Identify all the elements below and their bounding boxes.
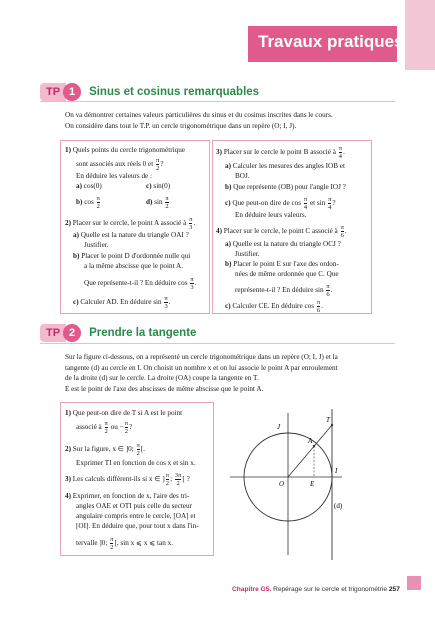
tp1-q3b: b) Que représente (OB) pour l'angle IOJ ?: [225, 183, 346, 191]
tp1-intro-line: On va démontrer certaines valeurs particulières du sinus et du cosinus inscrites dans le cours.: [65, 111, 333, 119]
q-text: Quels points du cercle trigonométrique: [72, 146, 185, 154]
tp1-q1a: a) cos(0): [76, 182, 102, 190]
tp1-intro: [65, 110, 405, 131]
tp1-q3c: c) Que peut-on dire de cos $\frac{\pi}{4}$ et sin $\frac{\pi}{4}$ ?: [225, 196, 336, 211]
tp1-rule: [40, 101, 395, 102]
tp2-badge-label: TP: [40, 324, 66, 342]
page-title: Travaux pratiques: [258, 32, 404, 51]
tp1-title: Sinus et cosinus remarquables: [89, 86, 260, 98]
label-j: J: [277, 423, 281, 431]
tp1-q4: 4) Placer sur le cercle, le point C associé à $\frac{\pi}{6}$ .: [216, 224, 347, 239]
tp2-rule: [40, 343, 395, 344]
footer-chapter: Chapitre G5.: [232, 586, 272, 593]
line-ot: [288, 425, 332, 477]
page-footer: [232, 586, 400, 593]
tp2-q4-line4: [OI]. En déduire que, pour tout x dans l'in-: [76, 522, 199, 530]
tp2-badge: [40, 323, 81, 343]
tp1-q3: 3) Placer sur le cercle le point B associé à $\frac{\pi}{4}$ .: [216, 145, 345, 160]
tp1-badge-label: TP: [40, 83, 66, 101]
label-a: A: [308, 437, 313, 445]
tp1-q1-line3: En déduire les valeurs de :: [76, 172, 153, 180]
footer-corner-tab: [407, 576, 421, 590]
tp1-q2: 2) Placer sur le cercle, le point A associé à $\frac{\pi}{3}$ .: [65, 216, 196, 231]
q-text: sont associés aux réels 0 et: [76, 160, 154, 169]
point-t: [331, 424, 333, 426]
footer-title: Repérage sur le cercle et trigonométrie: [273, 586, 388, 593]
tp2-badge-number: 2: [63, 324, 81, 342]
tp1-q1d: d) sin $\frac{\pi}{2}$: [146, 195, 169, 210]
tp1-q4b: b) Placer le point E sur l'axe des ordon-: [225, 260, 339, 268]
tp2-q4-line2: angles OAE et OTI puis celle du secteur: [76, 502, 192, 510]
q-number: 1): [65, 146, 71, 154]
tp2-q3: 3) Les calculs diffèrent-ils si x ∈ ] $\frac{\pi}{2}$ ; $\frac{3\pi}{2}$ [ ?: [65, 472, 190, 487]
tp2-q2-line2: Exprimer TI en fonction de cos x et sin x.: [76, 459, 196, 467]
label-i: I: [335, 467, 338, 475]
tp2-intro-line: E est le point de l'axe des abscisses de même abscisse que le point A.: [65, 384, 264, 393]
tp2-q1-line2: associé à $\frac{\pi}{2}$ ou − $\frac{\pi}{2}$ ?: [76, 420, 133, 435]
tp2-intro-line: Sur la figure ci-dessous, on a représenté un cercle trigonométrique dans un repère (O; I, J) et la: [65, 353, 338, 361]
tp1-q1: [65, 145, 185, 155]
page-corner-tab: [405, 0, 435, 70]
tp1-q2b-line3: Que représente-t-il ? En déduire cos $\frac{\pi}{3}$ .: [84, 276, 197, 291]
tp1-q3c-line2: En déduire leurs valeurs.: [235, 211, 307, 219]
label-e: E: [310, 480, 315, 488]
tp2-q4-line3: angulaire compris entre le cercle, [OA] et: [76, 512, 196, 520]
tp1-q1b: b) cos $\frac{\pi}{2}$: [76, 195, 100, 210]
page-number: 257: [388, 586, 400, 593]
tp1-q2b: b) Placer le point D d'ordonnée nulle qui: [73, 252, 191, 260]
tp2-q2: 2) Sur la figure, x ∈ ]0; $\frac{\pi}{2}$ [.: [65, 442, 146, 457]
label-t: T: [326, 416, 330, 424]
tp2-intro-line: de la droite (d) sur le cercle. La droite (OA) coupe la tangente en T.: [65, 374, 259, 382]
tp1-heading: [40, 82, 259, 102]
tp1-q4a-line2: Justifier.: [235, 250, 260, 258]
point-a: [313, 445, 315, 447]
tp2-intro: [65, 352, 405, 394]
tp2-intro-line: tangente (d) au cercle en I. On choisit un nombre x et on lui associe le point A par enroulement: [65, 363, 338, 372]
tp1-badge-number: 1: [63, 83, 81, 101]
tp2-q4: 4) Exprimer, en fonction de x, l'aire des tri-: [65, 492, 190, 500]
tp1-q2b-line2: a la même abscisse que le point A.: [84, 262, 183, 270]
tp2-title: Prendre la tangente: [89, 327, 197, 339]
tp2-q1: 1) Que peut-on dire de T si A est le point: [65, 409, 183, 417]
tp1-q4a: a) Quelle est la nature du triangle OCJ ?: [225, 240, 341, 248]
tp1-q2a: a) Quelle est la nature du triangle OAI ?: [73, 231, 189, 239]
tp1-q4b-line2: nées de même ordonnée que C. Que: [235, 270, 339, 278]
tp1-intro-line: On considère dans tout le T.P. un cercle trigonométrique dans un repère (O; I, J).: [65, 121, 297, 130]
label-o: O: [279, 480, 285, 488]
tp1-q4c: c) Calculer CE. En déduire cos $\frac{\pi}{6}$ .: [225, 299, 323, 314]
tp2-heading: [40, 323, 196, 343]
tp1-q3a-line2: BOJ.: [235, 172, 250, 180]
tp1-q2a-line2: Justifier.: [84, 241, 109, 249]
tp1-q1c: c) sin(0): [146, 182, 171, 190]
label-d: (d): [334, 502, 343, 510]
tp1-q3a: a) Calculer les mesures des angles IOB et: [225, 162, 345, 170]
tp1-badge: [40, 82, 81, 102]
tangent-figure: [222, 405, 357, 565]
tp1-q2c: c) Calculer AD. En déduire sin $\frac{\pi}{3}$ .: [73, 295, 171, 310]
tp1-q1-line2: sont associés aux réels 0 et $\frac{\pi}{2}$ ?: [76, 157, 164, 172]
fraction-pi-2: $\frac{\pi}{2}$: [156, 157, 160, 172]
tp1-q4b-line3: représente-t-il ? En déduire sin $\frac{\pi}{6}$ .: [235, 283, 333, 298]
tp2-q4-line5: tervalle ]0; $\frac{\pi}{2}$ [, sin x ⩽ x ⩽ tan x.: [76, 536, 174, 551]
